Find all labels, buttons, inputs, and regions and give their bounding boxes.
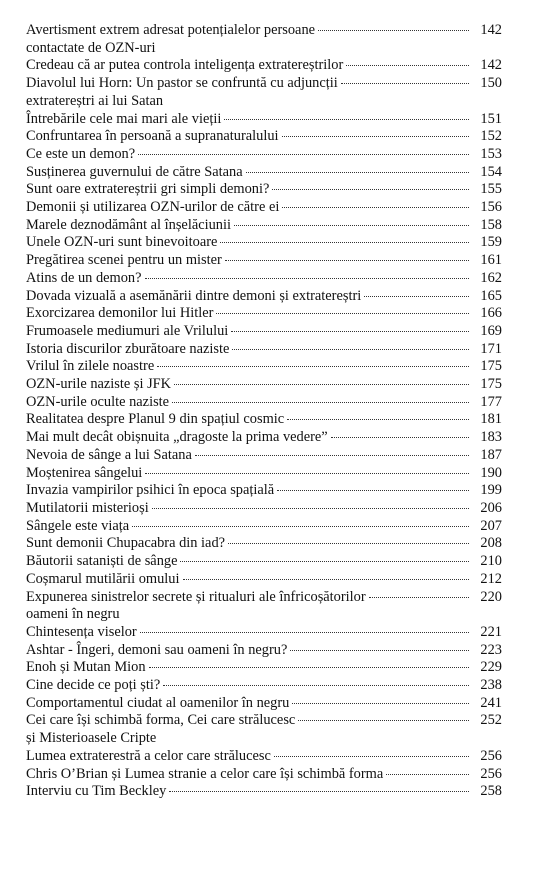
toc-entry-title: Avertisment extrem adresat potențialelor persoane (26, 22, 316, 38)
dot-leader (172, 401, 469, 403)
toc-page-number: 241 (480, 694, 502, 711)
dot-leader (246, 171, 469, 173)
toc-entry (26, 270, 502, 288)
toc-entry-title: Enoh și Mutan Mion (26, 659, 146, 676)
dot-leader (157, 365, 469, 367)
toc-entry (26, 288, 502, 306)
toc-page-number: 223 (480, 641, 502, 658)
toc-entry-row (26, 411, 502, 429)
toc-entry-title: OZN-urile naziste și JFK (26, 376, 172, 393)
toc-entry-title: Chintesența viselor (26, 623, 137, 640)
toc-entry-title: Cine decide ce poți ști? (26, 677, 161, 694)
toc-page-number: 161 (480, 252, 502, 269)
toc-entry-title: Realitatea despre Planul 9 din spațiul cosmic (26, 411, 285, 428)
dot-leader (282, 206, 469, 208)
toc-entry-row (26, 482, 502, 500)
dot-leader (369, 596, 469, 598)
dot-leader (228, 542, 469, 544)
toc-entry-title: Ashtar - Îngeri, demoni sau oameni în negru? (26, 641, 288, 658)
toc-entry (26, 624, 502, 642)
toc-entry-row (26, 305, 502, 323)
toc-entry (26, 766, 502, 784)
toc-entry-row (26, 748, 502, 766)
toc-entry-row (26, 217, 502, 235)
toc-entry (26, 677, 502, 695)
toc-entry-row (26, 642, 502, 660)
toc-entry-row (26, 571, 502, 589)
toc-entry-row (26, 624, 502, 642)
toc-entry-title: Confruntarea în persoană a supranaturalului (26, 128, 279, 145)
toc-entry-title: Sângele este viața (26, 517, 130, 534)
toc-entry (26, 465, 502, 483)
dot-leader (287, 418, 469, 420)
toc-page-number: 169 (480, 322, 502, 339)
toc-entry-row (26, 128, 502, 146)
dot-leader (220, 241, 469, 243)
toc-entry-row (26, 695, 502, 713)
toc-entry (26, 358, 502, 376)
toc-entry-title: Băutorii sataniști de sânge (26, 553, 178, 570)
toc-page-number: 142 (480, 22, 502, 38)
toc-entry-title: Vrilul în zilele noastre (26, 358, 155, 375)
dot-leader (234, 224, 469, 226)
toc-page-number: 199 (480, 482, 502, 499)
toc-entry-row (26, 766, 502, 784)
toc-entry (26, 447, 502, 465)
toc-entry-title: Invazia vampirilor psihici în epoca spațială (26, 482, 275, 499)
dot-leader (149, 666, 469, 668)
toc-entry-row (26, 465, 502, 483)
toc-entry-row (26, 783, 502, 801)
toc-page-number: 153 (480, 145, 502, 162)
toc-page-number: 256 (480, 747, 502, 764)
toc-page-number: 150 (480, 75, 502, 92)
dot-leader (145, 472, 469, 474)
toc-entry (26, 57, 502, 75)
dot-leader (318, 29, 469, 31)
toc-entry-title: Coșmarul mutilării omului (26, 570, 180, 587)
toc-entry-continuation: extratereștri ai lui Satan (26, 92, 164, 109)
dot-leader (292, 702, 469, 704)
dot-leader (225, 259, 469, 261)
toc-entry-title: Susținerea guvernului de către Satana (26, 163, 243, 180)
dot-leader (274, 755, 469, 757)
toc-page-number: 220 (480, 588, 502, 605)
toc-page-number: 154 (480, 163, 502, 180)
toc-page-number: 221 (480, 623, 502, 640)
toc-page-number: 206 (480, 499, 502, 516)
toc-page-number: 190 (480, 464, 502, 481)
toc-page-number: 256 (480, 765, 502, 782)
toc-entry (26, 535, 502, 553)
dot-leader (180, 560, 469, 562)
dot-leader (282, 135, 469, 137)
toc-page-number: 175 (480, 358, 502, 375)
toc-entry-title: Sunt demonii Chupacabra din iad? (26, 535, 226, 552)
toc-entry (26, 146, 502, 164)
toc-page-number: 210 (480, 553, 502, 570)
toc-entry-row (26, 358, 502, 376)
toc-entry-row (26, 553, 502, 571)
toc-page-number: 159 (480, 234, 502, 251)
toc-entry-row (26, 589, 502, 607)
dot-leader (232, 348, 469, 350)
dot-leader (145, 277, 469, 279)
toc-entry-row (26, 181, 502, 199)
toc-entry-title: Mutilatorii misterioși (26, 499, 149, 516)
toc-entry-row (26, 518, 502, 536)
toc-page-number: 258 (480, 783, 502, 800)
dot-leader (290, 649, 469, 651)
toc-entry-title: Frumoasele mediumuri ale Vrilului (26, 322, 229, 339)
dot-leader (132, 525, 469, 527)
toc-entry-row (26, 677, 502, 695)
toc-entry-title: OZN-urile oculte naziste (26, 393, 170, 410)
toc-entry-title: Moștenirea sângelui (26, 464, 143, 481)
dot-leader (169, 790, 469, 792)
toc-entry-row (26, 288, 502, 306)
toc-entry-row (26, 57, 502, 75)
toc-entry-title: Demonii și utilizarea OZN-urilor de către ei (26, 199, 280, 216)
dot-leader (183, 578, 470, 580)
dot-leader (386, 773, 469, 775)
toc-entry (26, 252, 502, 270)
toc-entry (26, 642, 502, 660)
toc-entry (26, 75, 502, 110)
toc-page-number: 238 (480, 677, 502, 694)
toc-entry-title: Dovada vizuală a asemănării dintre demoni și extratereștri (26, 287, 362, 304)
toc-entry-title: Sunt oare extratereștrii gri simpli demoni? (26, 181, 270, 198)
toc-entry (26, 217, 502, 235)
toc-page-number: 181 (480, 411, 502, 428)
toc-entry (26, 589, 502, 624)
dot-leader (138, 153, 469, 155)
dot-leader (346, 64, 469, 66)
toc-entry (26, 659, 502, 677)
dot-leader (224, 118, 469, 120)
toc-entry (26, 341, 502, 359)
toc-page-number: 183 (480, 429, 502, 446)
toc-entry (26, 199, 502, 217)
toc-entry-title: Comportamentul ciudat al oamenilor în negru (26, 694, 290, 711)
toc-page-number: 158 (480, 216, 502, 233)
toc-entry-row (26, 429, 502, 447)
toc-entry (26, 128, 502, 146)
toc-entry-row (26, 535, 502, 553)
toc-entry (26, 429, 502, 447)
toc-entry (26, 394, 502, 412)
toc-entry-title: Exorcizarea demonilor lui Hitler (26, 305, 214, 322)
toc-entry-row (26, 75, 502, 93)
toc-entry-title: Ce este un demon? (26, 145, 136, 162)
toc-entry-row (26, 447, 502, 465)
toc-entry (26, 411, 502, 429)
toc-entry-row (26, 199, 502, 217)
toc-page-number: 166 (480, 305, 502, 322)
toc-entry-row (26, 323, 502, 341)
toc-page-number: 177 (480, 393, 502, 410)
toc-entry-title: Atins de un demon? (26, 269, 142, 286)
toc-page-number: 212 (480, 570, 502, 587)
toc-entry-row (26, 22, 502, 40)
toc-entry (26, 571, 502, 589)
toc-page-number: 252 (480, 712, 502, 729)
toc-entry (26, 234, 502, 252)
dot-leader (277, 489, 469, 491)
toc-entry-continuation: și Misterioasele Cripte (26, 730, 157, 747)
toc-entry (26, 111, 502, 129)
dot-leader (341, 82, 469, 84)
toc-entry (26, 482, 502, 500)
toc-page-number: 208 (480, 535, 502, 552)
toc-page-number: 175 (480, 376, 502, 393)
toc-entry-row (26, 252, 502, 270)
toc-entry (26, 500, 502, 518)
toc-entry-title: Cei care își schimbă forma, Cei care strălucesc (26, 712, 296, 729)
toc-entry (26, 164, 502, 182)
dot-leader (195, 454, 469, 456)
toc-entry-row (26, 270, 502, 288)
dot-leader (140, 631, 469, 633)
toc-entry-row (26, 341, 502, 359)
toc-entry (26, 553, 502, 571)
toc-entry-title: Nevoia de sânge a lui Satana (26, 446, 192, 463)
toc-entry-row (26, 659, 502, 677)
dot-leader (163, 684, 469, 686)
toc-page-number: 151 (480, 110, 502, 127)
dot-leader (331, 436, 469, 438)
toc-page-number: 152 (480, 128, 502, 145)
dot-leader (174, 383, 469, 385)
toc-entry-title: Întrebările cele mai mari ale vieții (26, 110, 222, 127)
dot-leader (298, 719, 469, 721)
toc-page-number: 165 (480, 287, 502, 304)
toc-entry-title: Pregătirea scenei pentru un mister (26, 252, 222, 269)
dot-leader (231, 330, 469, 332)
toc-entry (26, 783, 502, 801)
toc-entry-title: Credeau că ar putea controla inteligența extratereștrilor (26, 57, 344, 74)
toc-page-number: 171 (480, 340, 502, 357)
toc-entry-title: Lumea extraterestră a celor care strălucesc (26, 747, 271, 764)
toc-entry (26, 305, 502, 323)
toc-entry-row (26, 500, 502, 518)
toc-entry (26, 323, 502, 341)
toc-entry-continuation: contactate de OZN-uri (26, 39, 156, 56)
dot-leader (216, 312, 469, 314)
toc-entry-row (26, 111, 502, 129)
toc-entry-title: Mai mult decât obișnuita „dragoste la prima vedere” (26, 429, 328, 446)
dot-leader (152, 507, 469, 509)
toc-entry-title: Unele OZN-uri sunt binevoitoare (26, 234, 218, 251)
toc-entry-row (26, 394, 502, 412)
dot-leader (272, 188, 469, 190)
toc-entry-row (26, 234, 502, 252)
toc-entry-title: Diavolul lui Horn: Un pastor se confruntă cu adjuncții (26, 75, 338, 92)
toc-entry-title: Interviu cu Tim Beckley (26, 783, 167, 800)
toc-page-number: 187 (480, 446, 502, 463)
toc-page-number: 229 (480, 659, 502, 676)
toc-entry-row (26, 146, 502, 164)
toc-entry (26, 22, 502, 57)
toc-entry-title: Marele deznodământ al înșelăciunii (26, 216, 231, 233)
toc-entry (26, 181, 502, 199)
toc-page-number: 155 (480, 181, 502, 198)
toc-entry-title: Istoria discurilor zburătoare naziste (26, 340, 230, 357)
toc-page-number: 207 (480, 517, 502, 534)
toc-entry (26, 748, 502, 766)
toc-entry-title: Expunerea sinistrelor secrete și ritualuri ale înfricoșătorilor (26, 588, 366, 605)
toc-entry-row (26, 712, 502, 730)
toc-entry (26, 695, 502, 713)
dot-leader (364, 295, 469, 297)
toc-entry (26, 712, 502, 747)
toc-entry-row (26, 164, 502, 182)
toc-entry (26, 376, 502, 394)
table-of-contents (26, 22, 502, 801)
toc-entry-title: Chris O’Brian și Lumea stranie a celor care își schimbă forma (26, 765, 384, 782)
toc-page-number: 156 (480, 199, 502, 216)
toc-entry-continuation: oameni în negru (26, 606, 120, 623)
toc-entry-row (26, 376, 502, 394)
toc-page-number: 162 (480, 269, 502, 286)
toc-page-number: 142 (480, 57, 502, 74)
toc-entry (26, 518, 502, 536)
